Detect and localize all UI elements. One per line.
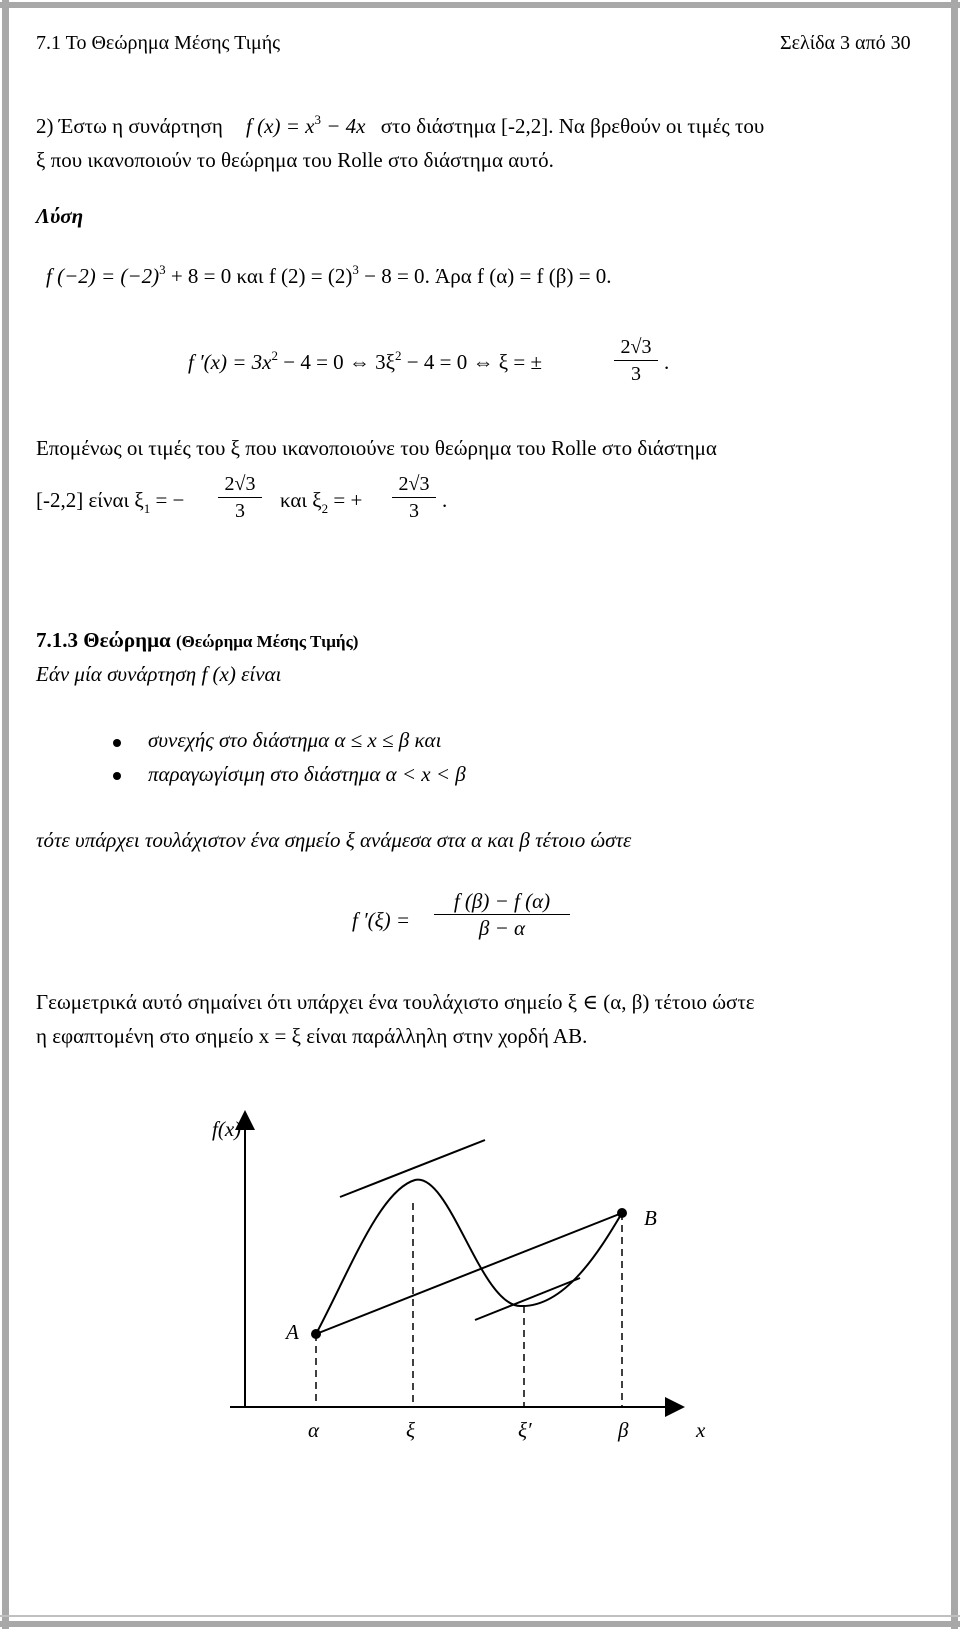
geometric-line-1: Γεωμετρικά αυτό σημαίνει ότι υπάρχει ένα τουλάχιστο σημείο ξ ∈ (α, β) τέτοιο ώστε	[36, 990, 755, 1014]
eq2-period: .	[664, 350, 670, 374]
conclusion-plus: = +	[328, 488, 363, 512]
figure-y-label: f(x)	[212, 1117, 242, 1141]
tick-alpha: α	[308, 1418, 320, 1442]
border-bottom	[0, 1621, 960, 1627]
conclusion-period: .	[442, 488, 448, 512]
mvt-figure	[190, 1110, 750, 1420]
chord-ab	[316, 1213, 622, 1334]
geometric-line-2: η εφαπτομένη στο σημείο x = ξ είναι παράλληλη στην χορδή ΑΒ.	[36, 1024, 588, 1048]
eq1-part-d: . Άρα f (α) = f (β) = 0.	[424, 264, 612, 288]
bullet-1	[113, 739, 121, 747]
header-title: 7.1 Το Θεώρημα Μέσης Τιμής	[36, 32, 281, 54]
conclusion-fraction-1	[218, 472, 262, 523]
fraction-1-denominator: 3	[235, 500, 245, 522]
border-left	[2, 0, 9, 1629]
tangent-at-xi	[340, 1140, 485, 1197]
theorem-heading	[36, 628, 358, 653]
eq2-fraction	[614, 335, 658, 386]
eq2-exponent-a: 2	[271, 348, 278, 363]
figure-point-b: B	[644, 1206, 657, 1230]
function-curve	[316, 1180, 622, 1334]
mvt-formula-fraction	[434, 889, 570, 940]
eq2-numerator: 2√3	[620, 336, 652, 358]
conclusion-line-2	[36, 488, 185, 516]
theorem-number: 7.1.3 Θεώρημα	[36, 628, 171, 652]
eq2-part-b: − 4 = 0 ⇔ 3ξ	[283, 350, 396, 374]
conclusion-line-1: Επομένως οι τιμές του ξ που ικανοποιούνε του θεώρημα του Rolle στο διάστημα	[36, 436, 717, 460]
solution-equation-2	[188, 350, 542, 375]
mvt-numerator: f (β) − f (α)	[453, 889, 551, 913]
eq2-part-c: − 4 = 0 ⇔ ξ = ±	[406, 350, 542, 374]
xi-subscript-1: 1	[143, 501, 151, 516]
point-a-marker	[311, 1329, 321, 1339]
figure-point-a: A	[286, 1320, 299, 1344]
eq1-part-a: f (−2) = (−2)	[46, 264, 160, 288]
tick-xi-prime: ξ′	[518, 1418, 532, 1442]
fraction-2-denominator: 3	[409, 500, 419, 522]
conclusion-minus: = −	[150, 488, 185, 512]
tick-xi: ξ	[406, 1418, 415, 1442]
condition-differentiable: παραγωγίσιμη στο διάστημα α < x < β	[148, 762, 466, 786]
theorem-conclusion: τότε υπάρχει τουλάχιστον ένα σημείο ξ ανάμεσα στα α και β τέτοιο ώστε	[36, 828, 632, 852]
eq2-denominator: 3	[631, 363, 641, 385]
eq1-part-c: − 8 = 0	[364, 264, 425, 288]
mvt-formula-left: f ′(ξ) =	[352, 908, 411, 932]
conclusion-fraction-2	[392, 472, 436, 523]
exercise-function: f (x) = x	[246, 114, 315, 138]
eq1-exponent-a: 3	[159, 262, 166, 277]
header-page-number: Σελίδα 3 από 30	[780, 32, 911, 54]
eq2-part-a: f ′(x) = 3x	[188, 350, 272, 374]
conclusion-line-2b	[280, 488, 363, 516]
mvt-denominator: β − α	[478, 916, 526, 940]
figure-x-label: x	[696, 1418, 706, 1442]
eq2-exponent-b: 2	[395, 348, 402, 363]
solution-heading: Λύση	[36, 204, 84, 228]
border-bottom-inner	[0, 1615, 960, 1617]
border-top	[0, 2, 960, 8]
tick-beta: β	[618, 1418, 629, 1442]
fraction-1-numerator: 2√3	[224, 473, 256, 495]
fraction-2-numerator: 2√3	[398, 473, 430, 495]
exercise-line-1	[36, 114, 764, 139]
eq1-part-b: + 8 = 0 και f (2) = (2)	[170, 264, 353, 288]
exercise-intro: 2) Έστω η συνάρτηση	[36, 114, 223, 138]
bullet-2	[113, 772, 121, 780]
xi-subscript-2: 2	[321, 501, 329, 516]
theorem-name: (Θεώρημα Μέσης Τιμής)	[175, 632, 359, 651]
exercise-interval: στο διάστημα [-2,2]. Να βρεθούν οι τιμές του	[380, 114, 765, 138]
exponent-3: 3	[314, 112, 321, 127]
eq1-exponent-b: 3	[352, 262, 359, 277]
exercise-function-rest: − 4x	[326, 114, 366, 138]
exercise-line-2: ξ που ικανοποιούν το θεώρημα του Rolle στο διάστημα αυτό.	[36, 148, 554, 172]
conclusion-xi1-label: [-2,2] είναι ξ	[36, 488, 144, 512]
condition-continuous: συνεχής στο διάστημα α ≤ x ≤ β και	[148, 728, 442, 752]
border-right	[951, 0, 958, 1629]
conclusion-xi2-label: και ξ	[280, 488, 322, 512]
theorem-intro: Εάν μία συνάρτηση f (x) είναι	[36, 662, 282, 686]
solution-equation-1	[46, 264, 612, 289]
point-b-marker	[617, 1208, 627, 1218]
